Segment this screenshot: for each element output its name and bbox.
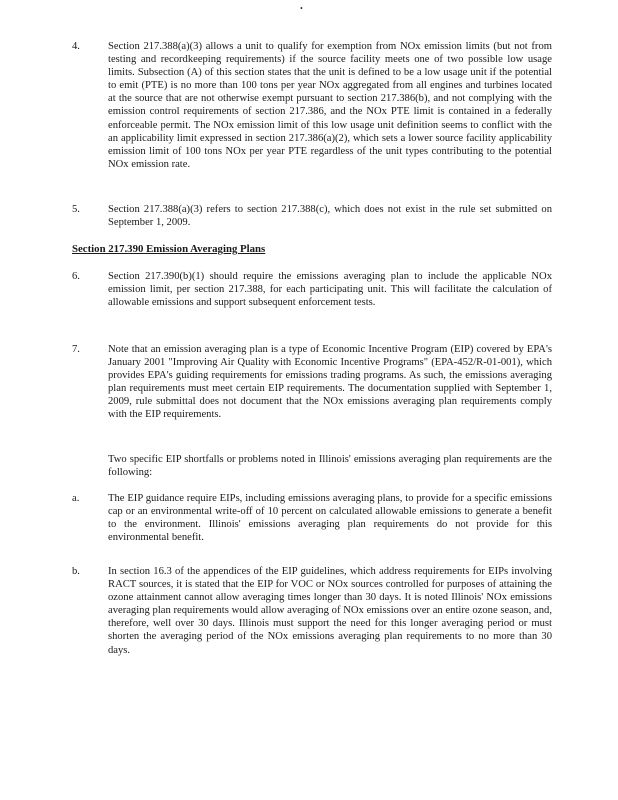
numbered-item-5 (72, 203, 552, 229)
item-number: 6. (72, 271, 80, 282)
item-number: 4. (72, 41, 80, 52)
item-number: 5. (72, 204, 80, 215)
numbered-item-7 (72, 343, 552, 422)
lettered-item-b (72, 565, 552, 657)
item-text: Note that an emission averaging plan is a type of Economic Incentive Program (EIP) covered by EPA's January 2001 "Improving Air Quality with Economic Incentive Programs" (EPA-452/R-01-001), which provides EPA's guiding requirements for emissions trading programs. As such, the emissions averaging plan requirements must meet certain EIP requirements. The documentation supplied with September 1, 2009, rule submittal does not document that the NOx emissions averaging plan requirements comply with the EIP requirements. (108, 344, 552, 421)
numbered-item-4 (72, 40, 552, 171)
item-text: The EIP guidance require EIPs, including emissions averaging plans, to provide for a specific emissions cap or an environmental write-off of 10 percent on calculated allowable emissions to generate a benefit to the environment. Illinois' emissions averaging plan requirements do not provide for this environmental benefit. (108, 493, 552, 544)
item-number: 7. (72, 344, 80, 355)
item-7-followup: Two specific EIP shortfalls or problems noted in Illinois' emissions averaging plan requirements are the following: (108, 454, 552, 479)
lettered-item-a (72, 492, 552, 544)
item-text: Section 217.388(a)(3) refers to section 217.388(c), which does not exist in the rule set submitted on September 1, 2009. (108, 204, 552, 229)
page-mark: • (300, 4, 303, 13)
item-letter: b. (72, 566, 80, 577)
item-text: In section 16.3 of the appendices of the EIP guidelines, which address requirements for EIPs involving RACT sources, it is stated that the EIP for VOC or NOx sources controlled for purposes of attaining the ozone attainment cannot allow averaging times longer than 30 days. It is noted Illinois' NOx emissions averaging plan requirements would allow averaging of NOx emissions over an entire ozone season, and, therefore, well over 30 days. Illinois must support the need for this longer averaging period or must shorten the averaging period of the NOx emissions averaging plan requirements to no more than 30 days. (108, 566, 552, 656)
item-text: Section 217.390(b)(1) should require the emissions averaging plan to include the applicable NOx emission limit, per section 217.388, for each participating unit. This will facilitate the calculation of allowable emissions and support subsequent enforcement tests. (108, 271, 552, 309)
section-heading: Section 217.390 Emission Averaging Plans (72, 243, 266, 255)
item-text: Section 217.388(a)(3) allows a unit to qualify for exemption from NOx emission limits (but not from testing and recordkeeping requirements) if the source facility meets one of two possible low usage limits. Subsection (A) of this section states that the unit is defined to be a low usage unit if the potential to emit (PTE) is no more than 100 tons per year NOx aggregated from all engines and turbines located at the source that are not otherwise exempt pursuant to section 217.386(b), and not complying with the emission control requirements of section 217.386, and the NOx PTE limit is contained in a federally enforceable permit. The NOx emission limit of this low usage unit definition seems to conflict with the an applicability limit expressed in section 217.386(a)(2), which sets a lower source facility applicability emission limit of 100 tons NOx per year PTE regardless of the unit types contributing to the potential NOx emission rate. (108, 41, 552, 170)
item-letter: a. (72, 493, 80, 504)
numbered-item-6 (72, 270, 552, 309)
